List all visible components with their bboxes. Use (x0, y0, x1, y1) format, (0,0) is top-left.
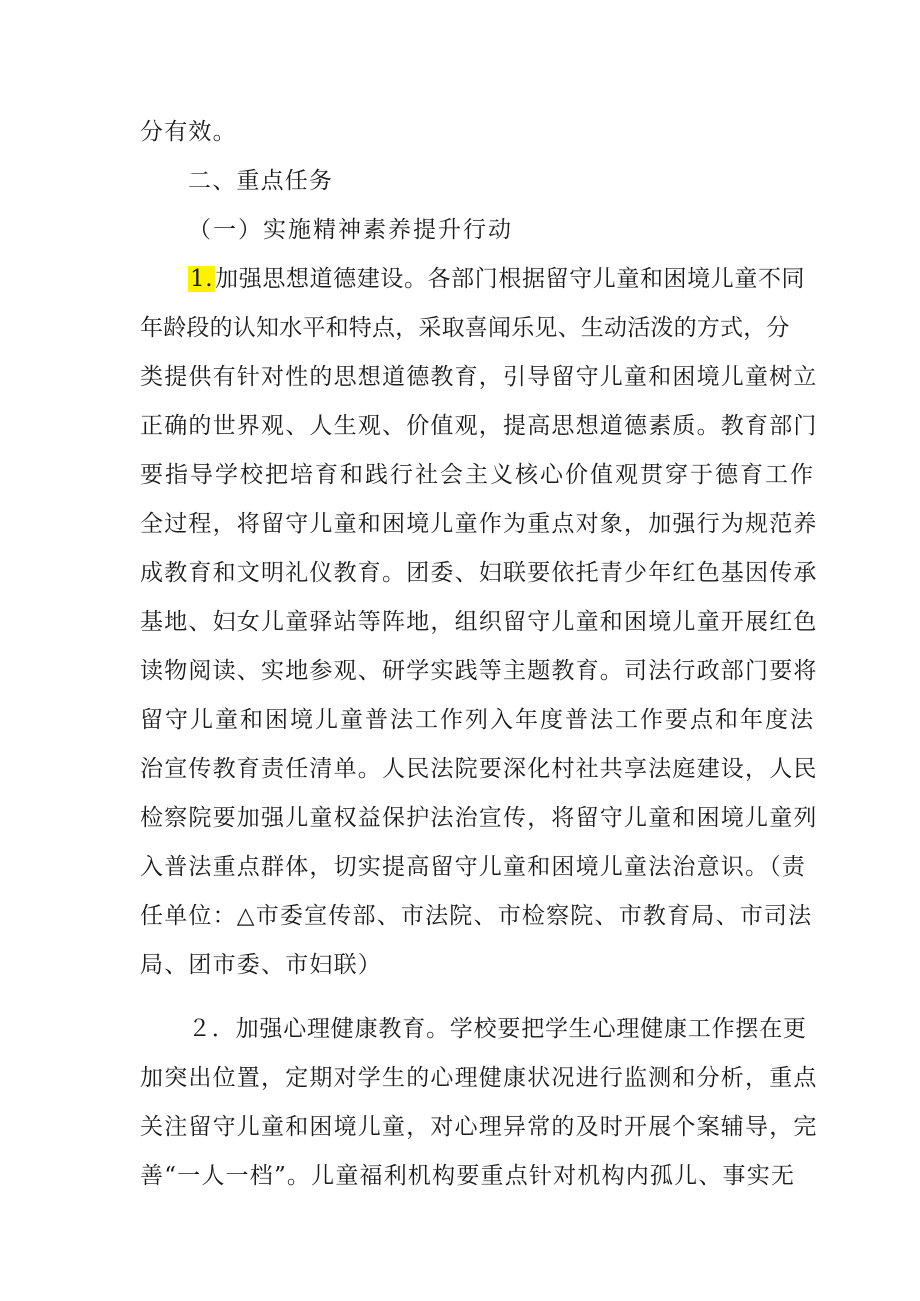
text-line-15: 检察院要加强儿童权益保护法治宣传，将留守儿童和困境儿童列 (140, 805, 818, 831)
item-1-first-line (188, 263, 805, 295)
text-line-20: 加突出位置，定期对学生的心理健康状况进行监测和分析，重点 (140, 1065, 818, 1091)
text-line-22: 善“一人一档”。儿童福利机构要重点针对机构内孤儿、事实无 (140, 1163, 796, 1189)
text-line-1: 分有效。 (140, 119, 237, 145)
text-line-10: 成教育和文明礼仪教育。团委、妇联要依托青少年红色基因传承 (140, 560, 818, 586)
item-2-first-line: ２．加强心理健康教育。学校要把学生心理健康工作摆在更 (188, 1016, 807, 1042)
text-line-5: 年龄段的认知水平和特点，采取喜闻乐见、生动活泼的方式，分 (140, 315, 790, 341)
text-line-14: 治宣传教育责任清单。人民法院要深化村社共享法庭建设，人民 (140, 756, 818, 782)
text-line-12: 读物阅读、实地参观、研学实践等主题教育。司法行政部门要将 (140, 658, 818, 684)
text-line-7: 正确的世界观、人生观、价值观，提高思想道德素质。教育部门 (140, 413, 818, 439)
text-line-8: 要指导学校把培育和践行社会主义核心价值观贯穿于德育工作 (140, 462, 815, 488)
item-1-text: 加强思想道德建设。各部门根据留守儿童和困境儿童不同 (215, 266, 806, 292)
text-line-17: 任单位：△市委宣传部、市法院、市检察院、市教育局、市司法 (140, 903, 813, 929)
text-line-6: 类提供有针对性的思想道德教育，引导留守儿童和困境儿童树立 (140, 364, 818, 390)
text-line-21: 关注留守儿童和困境儿童，对心理异常的及时开展个案辅导，完 (140, 1114, 818, 1140)
text-line-13: 留守儿童和困境儿童普法工作列入年度普法工作要点和年度法 (140, 707, 815, 733)
text-line-18: 局、团市委、市妇联） (140, 952, 382, 978)
text-line-16: 入普法重点群体，切实提高留守儿童和困境儿童法治意识。（责 (140, 854, 807, 880)
section-heading: 二、重点任务 (188, 168, 334, 194)
subsection-heading: （一）实施精神素养提升行动 (188, 217, 513, 243)
text-line-9: 全过程，将留守儿童和困境儿童作为重点对象，加强行为规范养 (140, 511, 818, 537)
item-1-number-highlight: 1. (190, 266, 214, 292)
text-line-11: 基地、妇女儿童驿站等阵地，组织留守儿童和困境儿童开展红色 (140, 609, 818, 635)
